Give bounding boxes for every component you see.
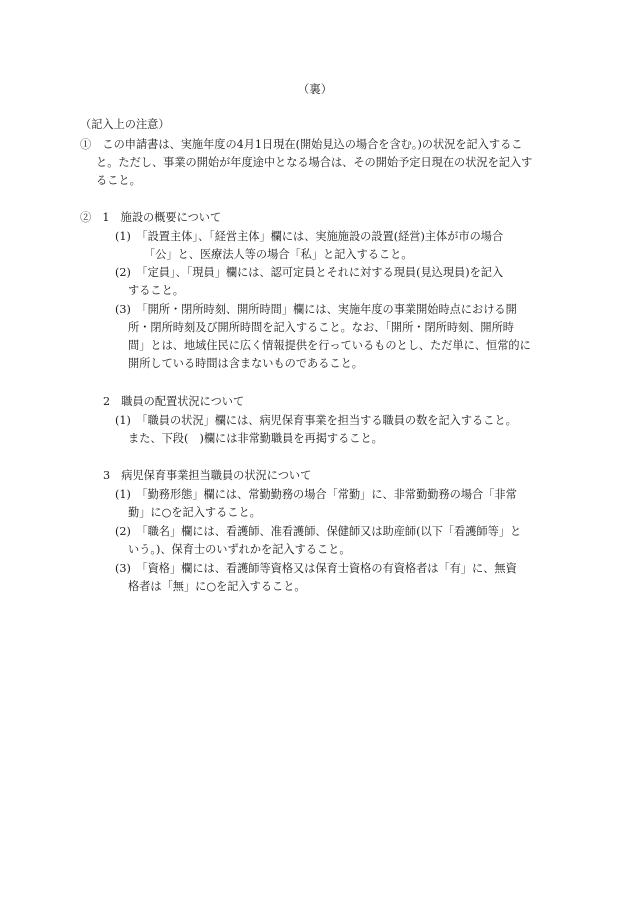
section3-heading: 3 病児保育事業担当職員の状況について (103, 469, 312, 482)
note1-line-1: ① この申請書は、実施年度の4月1日現在(開始見込の場合を含む。)の状況を記入するこ (80, 138, 523, 151)
section3-item2-line-1: (2) 「職名」欄には、看護師、准看護師、保健師又は助産師(以下「看護師等」と (115, 525, 522, 538)
section3-item3-line-2: 格者は「無」に○を記入すること。 (128, 580, 306, 593)
section2-item1-line-2: また、下段( )欄には非常勤職員を再掲すること。 (128, 432, 383, 445)
section1-heading: ② 1 施設の概要について (80, 211, 222, 224)
section2-item1-line-1: (1) 「職員の状況」欄には、病児保育事業を担当する職員の数を記入すること。 (115, 414, 517, 427)
note1-line-3: ること。 (96, 174, 141, 187)
section1-item1-line-1: (1) 「設置主体」、「経営主体」欄には、実施施設の設置(経営)主体が市の場合 (115, 230, 504, 243)
note1-line-2: と。ただし、事業の開始が年度途中となる場合は、その開始予定日現在の状況を記入す (96, 156, 533, 169)
section1-item3-line-2: 所・閉所時刻及び開所時間を記入すること。なお、「開所・閉所時刻、開所時 (128, 321, 514, 334)
section1-item2-line-2: すること。 (128, 284, 184, 297)
section3-item3-line-1: (3) 「資格」欄には、看護師等資格又は保育士資格の有資格者は「有」に、無資 (115, 562, 517, 575)
section2-heading: 2 職員の配置状況について (103, 395, 245, 408)
section3-item2-line-2: いう。)、保育士のいずれかを記入すること。 (128, 543, 351, 556)
section3-item1-line-1: (1) 「勤務形態」欄には、常勤勤務の場合「常勤」に、非常勤勤務の場合「非常 (115, 488, 517, 501)
page-heading: （裏） (297, 82, 333, 96)
section3-item1-line-2: 勤」に○を記入すること。 (128, 506, 261, 519)
section1-item2-line-1: (2) 「定員」、「現員」欄には、認可定員とそれに対する現員(見込現員)を記入 (115, 266, 504, 279)
notes-title: （記入上の注意） (80, 118, 170, 131)
section1-item3-line-1: (3) 「開所・閉所時刻、開所時間」欄には、実施年度の事業開始時点における開 (115, 303, 517, 316)
section1-item3-line-4: 開所している時間は含まないものであること。 (128, 357, 363, 370)
section1-item1-line-2: 「公」と、医療法人等の場合「私」と記入すること。 (144, 248, 413, 261)
section1-item3-line-3: 間」とは、地域住民に広く情報提供を行っているものとし、ただ単に、恒常的に (128, 339, 531, 352)
